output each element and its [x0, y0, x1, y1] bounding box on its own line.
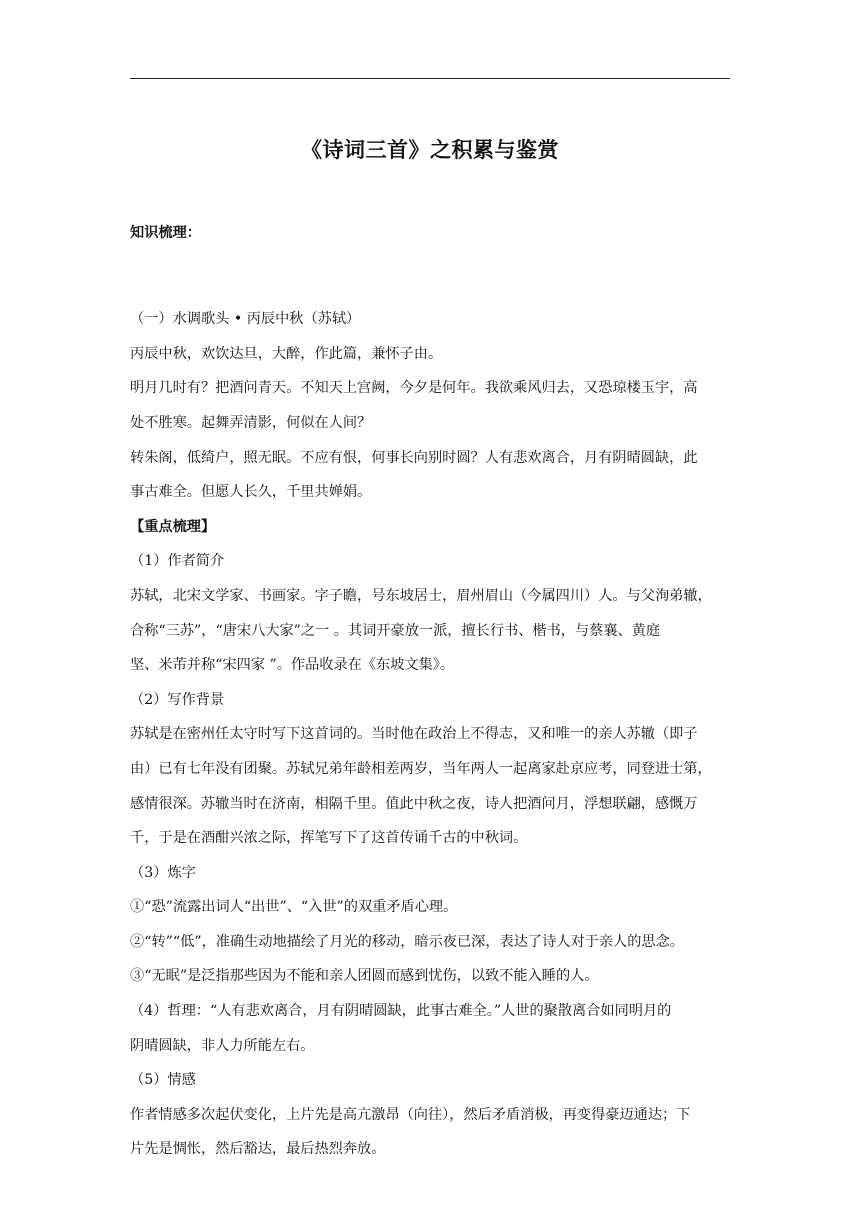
- subheading-author: （1）作者简介: [130, 553, 225, 570]
- paragraph-line: 阴晴圆缺，非人力所能左右。: [130, 1037, 315, 1054]
- poem-line: 明月几时有？把酒问青天。不知天上宫阙，今夕是何年。我欲乘风归去，又恐琼楼玉宇，高: [130, 380, 698, 397]
- poem-line: 转朱阁，低绮户，照无眠。不应有恨，何事长向别时圆？人有悲欢离合，月有阴晴圆缺，此: [130, 449, 698, 466]
- paragraph-line: 苏轼是在密州任太守时写下这首词的。当时他在政治上不得志，又和唯一的亲人苏辙（即子: [130, 726, 698, 743]
- subheading-philosophy: （4）哲理：“人有悲欢离合，月有阴晴圆缺，此事古难全。”人世的聚散离合如同明月的: [130, 1003, 672, 1020]
- section-label: 知识梳理：: [130, 225, 201, 241]
- key-points-heading: 【重点梳理】: [130, 518, 216, 535]
- paragraph-line: 作者情感多次起伏变化，上片先是高亢激昂（向往），然后矛盾消极，再变得豪迈通达；下: [130, 1106, 691, 1123]
- list-item: ③“无眠”是泛指那些因为不能和亲人团圆而感到忧伤，以致不能入睡的人。: [130, 968, 599, 985]
- subheading-word-choice: （3）炼字: [130, 864, 196, 881]
- list-item: ①“恐”流露出词人“出世”、“入世”的双重矛盾心理。: [130, 899, 458, 916]
- document-body: [130, 216, 730, 1167]
- poem-line: 处不胜寒。起舞弄清影，何似在人间？: [130, 414, 372, 431]
- subheading-background: （2）写作背景: [130, 691, 225, 708]
- paragraph-line: 苏轼，北宋文学家、书画家。字子瞻，号东坡居士，眉州眉山（今属四川）人。与父洵弟辙，: [130, 587, 712, 604]
- poem-heading: （一）水调歌头 • 丙辰中秋（苏轼）: [130, 311, 361, 328]
- paragraph-line: 片先是惆怅，然后豁达，最后热烈奔放。: [130, 1141, 386, 1158]
- document-title: 《诗词三首》之积累与鉴赏: [301, 138, 559, 162]
- poem-line: 事古难全。但愿人长久，千里共婵娟。: [130, 484, 372, 501]
- header-rule: [130, 78, 730, 79]
- paragraph-line: 合称“三苏”，“唐宋八大家”之一 。其词开豪放一派，擅长行书、楷书，与蔡襄、黄庭: [130, 622, 661, 639]
- paragraph-line: 感情很深。苏辙当时在济南，相隔千里。值此中秋之夜，诗人把酒问月，浮想联翩，感慨万: [130, 795, 698, 812]
- paragraph-line: 千，于是在酒酣兴浓之际，挥笔写下了这首传诵千古的中秋词。: [130, 830, 528, 847]
- poem-preface: 丙辰中秋，欢饮达旦，大醉，作此篇，兼怀子由。: [130, 345, 443, 362]
- subheading-emotion: （5）情感: [130, 1072, 196, 1089]
- paragraph-line: 由）已有七年没有团聚。苏轼兄弟年龄相差两岁，当年两人一起离家赴京应考，同登进士第，: [130, 760, 712, 777]
- list-item: ②“转”“低”，准确生动地描绘了月光的移动，暗示夜已深，表达了诗人对于亲人的思念。: [130, 933, 684, 950]
- paragraph-line: 坚、米芾并称“宋四家 ”。作品收录在《东坡文集》。: [130, 657, 455, 674]
